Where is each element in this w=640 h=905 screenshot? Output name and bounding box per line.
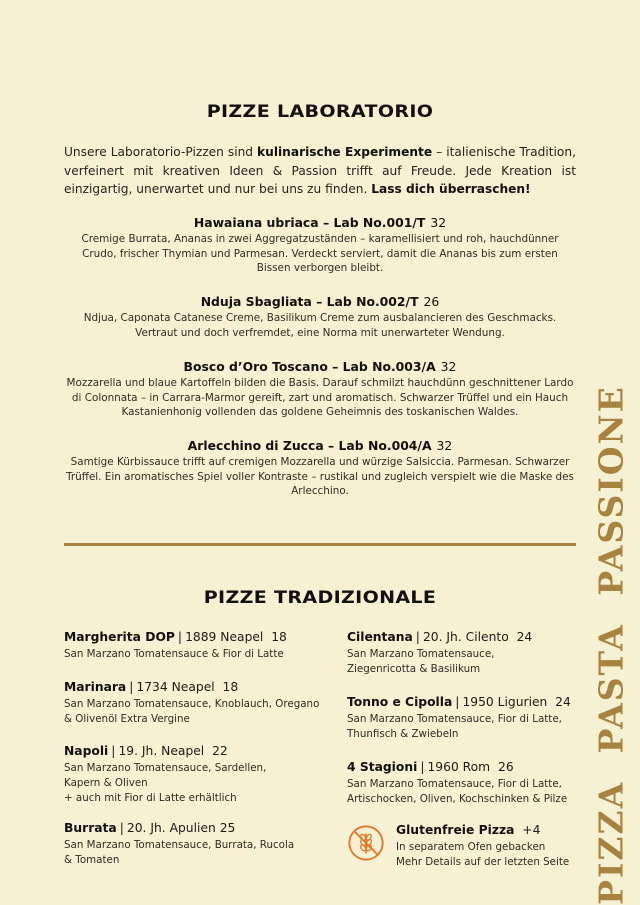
- lab-item-price: 32: [436, 438, 453, 453]
- description-line: San Marzano Tomatensauce, Burrata, Rucola: [64, 839, 295, 851]
- lab-item-title: [64, 214, 576, 231]
- trad-item-name: Napoli: [64, 744, 109, 758]
- description-line: San Marzano Tomatensauce, Fior di Latte,: [347, 778, 562, 790]
- trad-item-description: [64, 647, 334, 662]
- trad-item-title: Burrata | 20. Jh. Apulien 25: [64, 821, 236, 835]
- trad-item-description: [347, 777, 587, 807]
- description-line: Thunfisch & Zwiebeln: [347, 728, 459, 740]
- trad-item-title: Cilentana | 20. Jh. Cilento 24: [347, 630, 533, 644]
- trad-item-name: Tonno e Cipolla: [347, 695, 453, 709]
- lab-item-price: 32: [440, 359, 457, 374]
- trad-item: [347, 694, 617, 742]
- lab-item-title: [64, 293, 576, 310]
- trad-item-title: Napoli | 19. Jh. Neapel 22: [64, 744, 228, 758]
- description-line: San Marzano Tomatensauce, Sardellen,: [64, 762, 267, 774]
- section-title-tradizionale: PIZZE TRADIZIONALE: [203, 588, 437, 608]
- description-line: & Tomaten: [64, 854, 120, 866]
- trad-item-origin: 1950 Ligurien: [462, 695, 548, 709]
- trad-item-price: 18: [271, 630, 287, 644]
- trad-item: [64, 743, 334, 806]
- trad-item-price: 26: [498, 760, 514, 774]
- trad-item-origin: 1734 Neapel: [136, 680, 215, 694]
- trad-item-title: 4 Stagioni | 1960 Rom 26: [347, 760, 514, 774]
- lab-item-name: Nduja Sbagliata – Lab No.002/T: [200, 294, 419, 309]
- lab-item-name: Bosco d’Oro Toscano – Lab No.003/A: [183, 359, 436, 374]
- description-line: & Olivenöl Extra Vergine: [64, 713, 190, 725]
- vertical-brand-slogan: PIZZA PASTA PASSIONE: [591, 385, 631, 905]
- trad-item-origin: 20. Jh. Apulien: [126, 821, 216, 835]
- description-line: San Marzano Tomatensauce,: [347, 648, 495, 660]
- trad-item: [64, 679, 334, 727]
- lab-item-price: 26: [423, 294, 440, 309]
- trad-item-price: 24: [516, 630, 533, 644]
- lab-item-name: Hawaiana ubriaca – Lab No.001/T: [193, 215, 426, 230]
- trad-item: [64, 629, 334, 662]
- section-divider: [64, 543, 576, 546]
- trad-item-name: Cilentana: [347, 630, 413, 644]
- trad-item: [347, 759, 587, 807]
- trad-item: [64, 820, 334, 868]
- description-line: In separatem Ofen gebacken: [396, 841, 546, 853]
- trad-item-description: [64, 838, 334, 868]
- trad-item-price: 18: [222, 680, 239, 694]
- trad-item-price: 24: [555, 695, 571, 709]
- laboratorio-intro: [64, 143, 576, 199]
- trad-item-price: 25: [219, 821, 236, 835]
- description-line: San Marzano Tomatensauce, Knoblauch, Oregano: [64, 698, 320, 710]
- lab-item-description: Samtige Kürbissauce trifft auf cremigen Mozzarella und würzige Salsiccia. Parmesan. Schwarzer Trüffel. Ein aromatisches Spiel voller Kontraste – rustikal und zugleich verspielt wie die Maske des Arlecchino.: [66, 456, 574, 497]
- trad-item-description: [64, 697, 334, 727]
- trad-item-name: Margherita DOP: [64, 630, 175, 644]
- gluten-free-note: [347, 822, 587, 872]
- description-line: Mehr Details auf der letzten Seite: [396, 856, 570, 868]
- trad-item-price: 22: [212, 744, 228, 758]
- description-line: San Marzano Tomatensauce & Fior di Latte: [64, 648, 284, 660]
- trad-item-name: Burrata: [64, 821, 117, 835]
- gluten-free-title: [396, 822, 569, 839]
- gluten-free-text: [396, 822, 569, 870]
- lab-item-name: Arlecchino di Zucca – Lab No.004/A: [187, 438, 432, 453]
- description-line: Kapern & Oliven: [64, 777, 148, 789]
- trad-item-description: [347, 712, 617, 742]
- trad-item-title: Tonno e Cipolla | 1950 Ligurien 24: [347, 695, 571, 709]
- description-line: + auch mit Fior di Latte erhältlich: [64, 792, 237, 804]
- trad-item-origin: 1889 Neapel: [185, 630, 264, 644]
- trad-item-title: Marinara | 1734 Neapel 18: [64, 680, 239, 694]
- lab-item: [64, 214, 576, 276]
- lab-item: [64, 437, 576, 499]
- trad-item: [347, 629, 617, 677]
- gluten-free-price: +4: [522, 823, 541, 837]
- section-title-laboratorio: PIZZE LABORATORIO: [206, 102, 434, 122]
- description-line: San Marzano Tomatensauce, Fior di Latte,: [347, 713, 562, 725]
- trad-item-name: 4 Stagioni: [347, 760, 418, 774]
- lab-item-description: Ndjua, Caponata Catanese Creme, Basilikum Creme zum ausbalancieren des Geschmacks. Vertraut und doch verfremdet, eine Norma mit unerwarteter Wendung.: [83, 312, 557, 339]
- description-line: Artischocken, Oliven, Kochschinken & Pilze: [347, 793, 568, 805]
- trad-item-name: Marinara: [64, 680, 127, 694]
- intro-text: – italienische Tradition, verfeinert mit kreativen Ideen & Passion trifft auf Freude. Jede Kreation ist einzigartig, unerwartet und nur bei uns zu finden.: [64, 145, 576, 196]
- trad-item-description: [347, 647, 617, 677]
- trad-item-origin: 1960 Rom: [427, 760, 491, 774]
- trad-item-title: Margherita DOP | 1889 Neapel 18: [64, 630, 287, 644]
- trad-item-origin: 20. Jh. Cilento: [422, 630, 509, 644]
- lab-item-description: Mozzarella und blaue Kartoffeln bilden die Basis. Darauf schmilzt hauchdünn geschnittener Lardo di Colonnata – in Carrara-Marmor gereift, zart und aromatisch. Schwarzer Trüffel und ein Hauch Kastanienhonig vollenden das goldene Geheimnis des toskanischen Waldes.: [66, 377, 574, 418]
- lab-item-title: [64, 358, 576, 375]
- intro-text: Unsere Laboratorio-Pizzen sind: [64, 145, 258, 159]
- intro-highlight: kulinarische Experimente: [257, 145, 433, 159]
- description-line: Ziegenricotta & Basilikum: [347, 663, 481, 675]
- lab-item: [64, 358, 576, 420]
- trad-item-description: [64, 761, 334, 806]
- trad-item-origin: 19. Jh. Neapel: [118, 744, 205, 758]
- intro-highlight: Lass dich überraschen!: [371, 182, 531, 196]
- gluten-free-name: Glutenfreie Pizza: [396, 823, 515, 837]
- lab-item-title: [64, 437, 576, 454]
- no-wheat-icon: [347, 824, 385, 862]
- lab-item-description: Cremige Burrata, Ananas in zwei Aggregatzuständen – karamellisiert und roh, hauchdünner Crudo, frischer Thymian und Parmesan. Verdeckt serviert, damit die Ananas bis zum ersten Bissen verborgen bleibt.: [81, 233, 559, 274]
- lab-item-price: 32: [430, 215, 447, 230]
- gluten-free-description: [396, 840, 569, 870]
- lab-item: [64, 293, 576, 340]
